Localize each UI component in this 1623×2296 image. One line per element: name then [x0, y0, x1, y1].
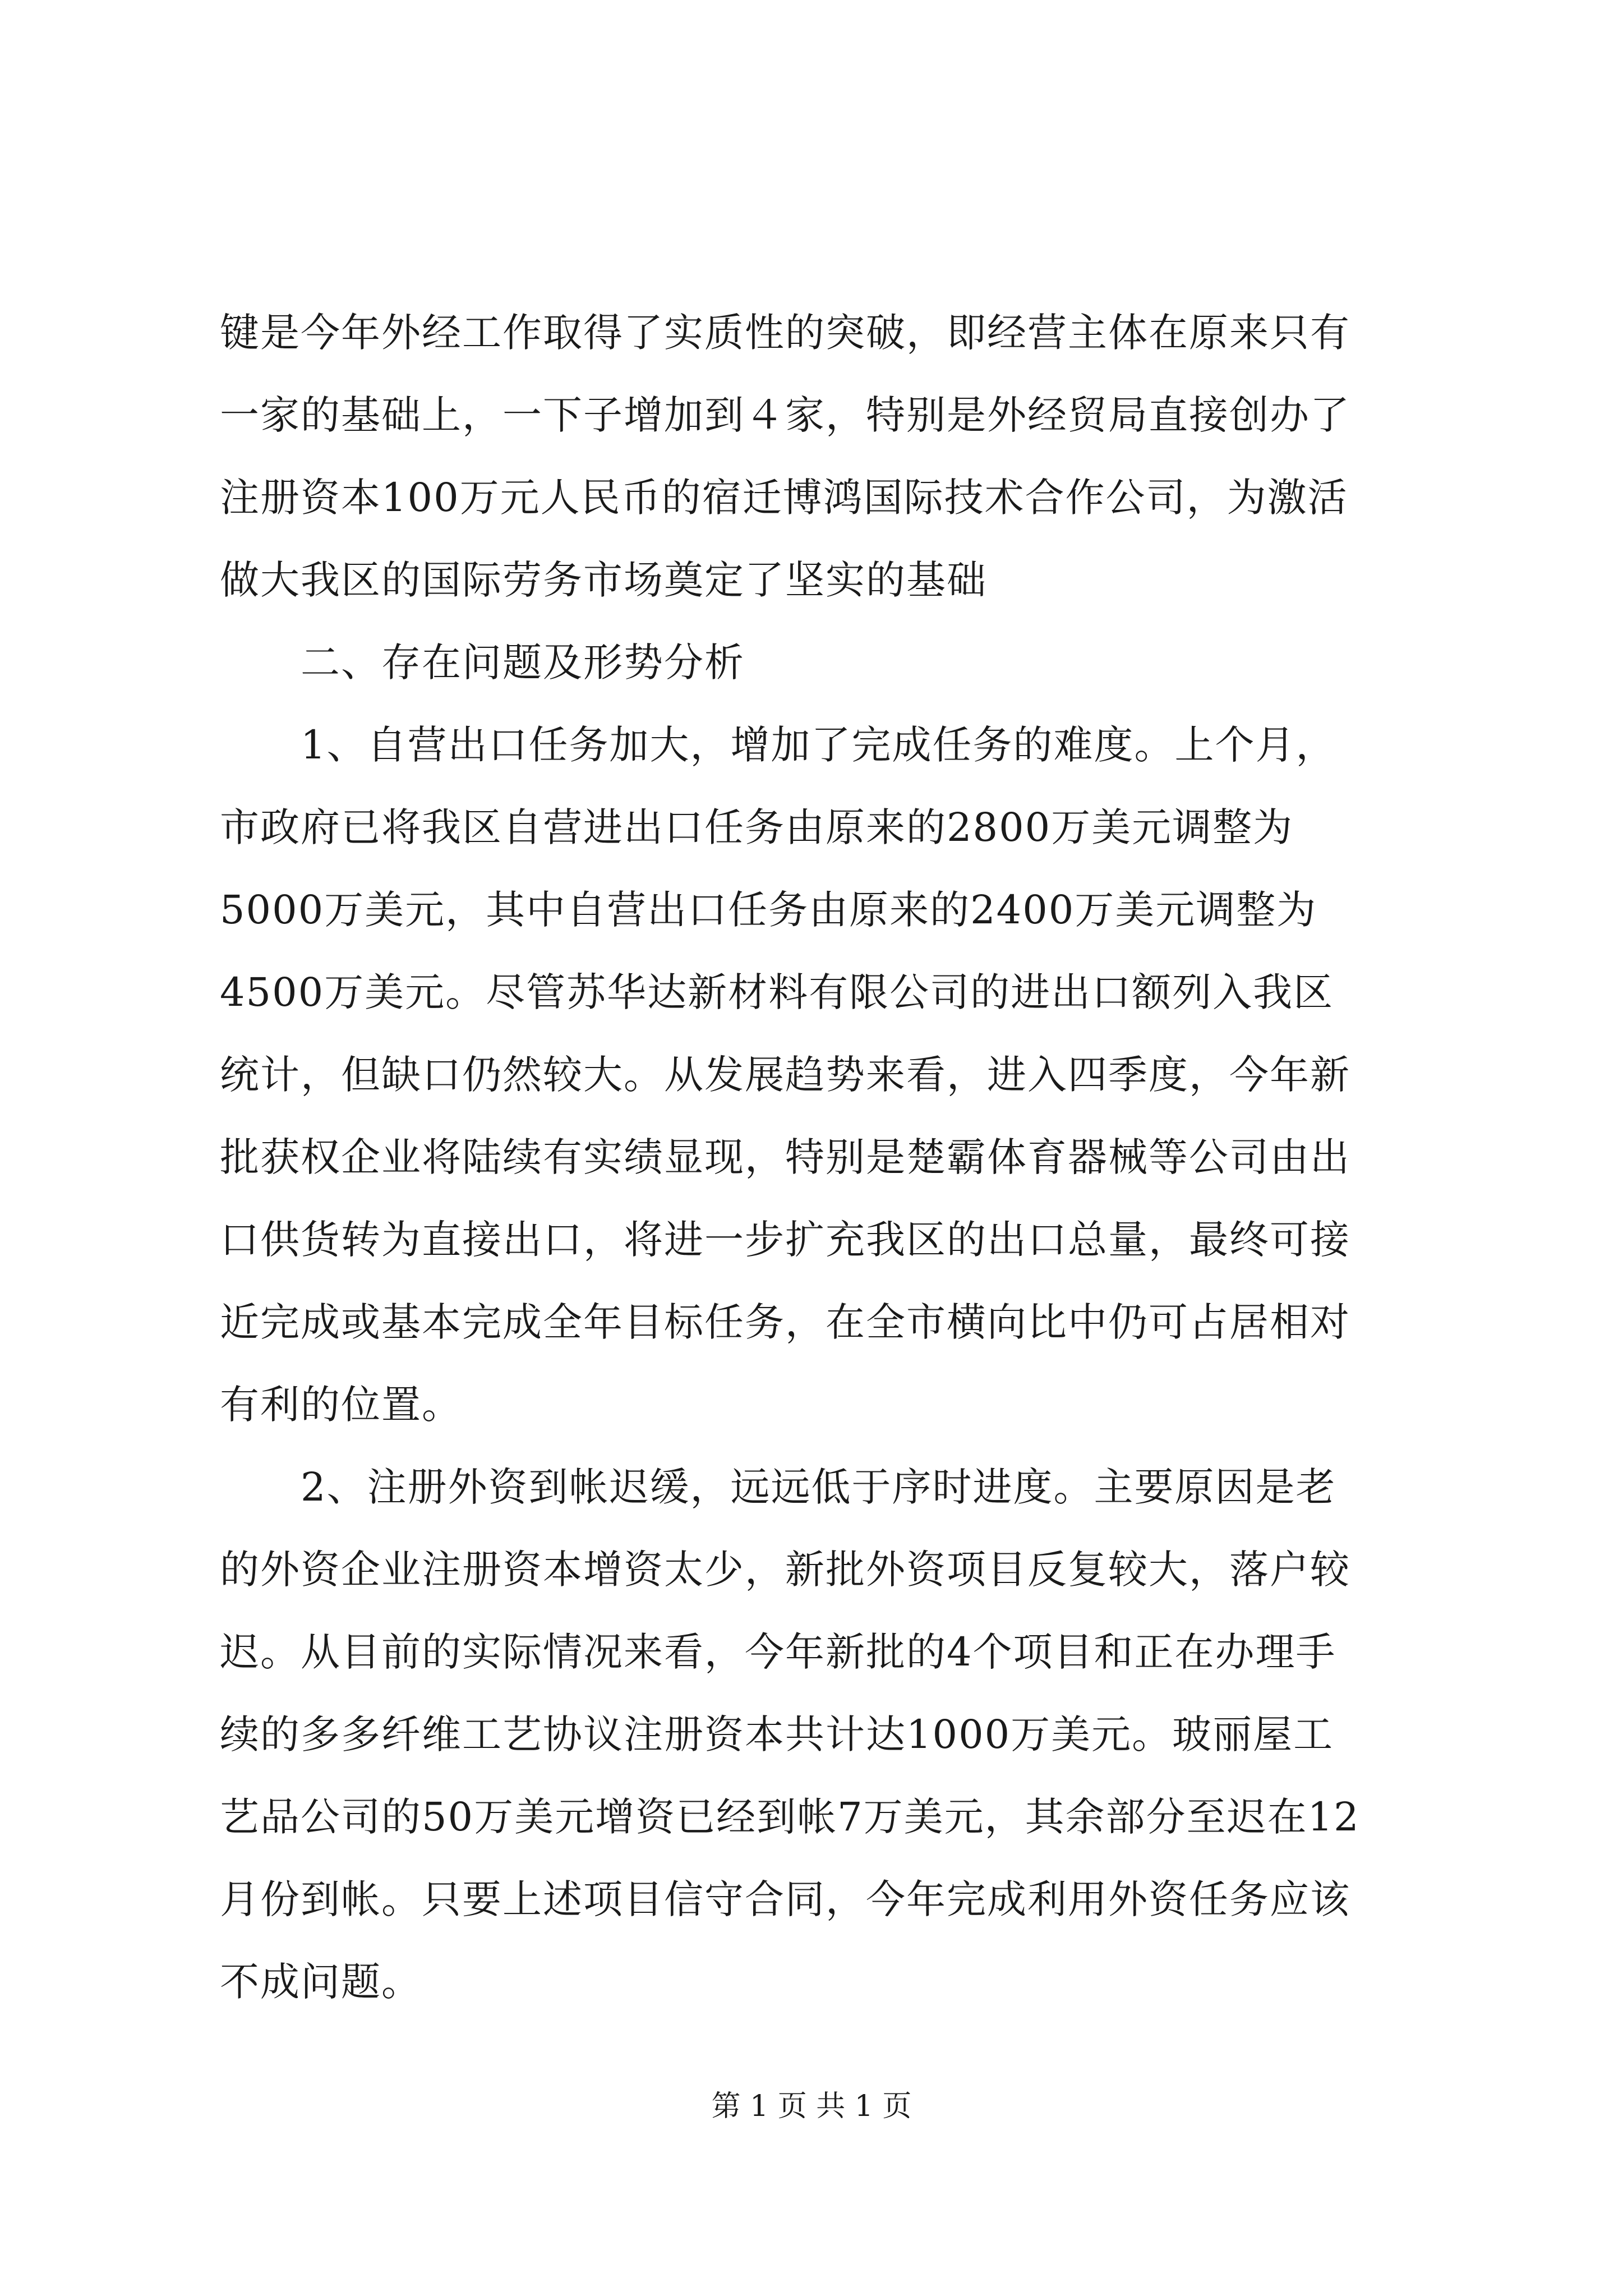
text-line-4: 做大我区的国际劳务市场奠定了坚实的基础 [220, 557, 987, 603]
document-body [220, 292, 1437, 2023]
text-line-20: 月份到帐。只要上述项目信守合同，今年完成利用外资任务应该 [220, 1876, 1350, 1922]
text-line-6: 1、自营出口任务加大，增加了完成任务的难度。上个月， [220, 722, 1336, 768]
text-line-15: 2、注册外资到帐迟缓，远远低于序时进度。主要原因是老 [220, 1464, 1336, 1510]
text-line-11: 批获权企业将陆续有实绩显现，特别是楚霸体育器械等公司由出 [220, 1134, 1350, 1180]
text-line-9: 4500万美元。尽管苏华达新材料有限公司的进出口额列入我区 [220, 969, 1334, 1015]
text-line-16: 的外资企业注册资本增资太少，新批外资项目反复较大，落户较 [220, 1547, 1350, 1593]
text-line-10: 统计，但缺口仍然较大。从发展趋势来看，进入四季度，今年新 [220, 1052, 1350, 1098]
text-line-14: 有利的位置。 [220, 1382, 462, 1428]
text-line-12: 口供货转为直接出口，将进一步扩充我区的出口总量，最终可接 [220, 1217, 1350, 1263]
text-line-8: 5000万美元，其中自营出口任务由原来的2400万美元调整为 [220, 887, 1317, 933]
text-line-1: 键是今年外经工作取得了实质性的突破，即经营主体在原来只有 [220, 310, 1350, 356]
text-line-13: 近完成或基本完成全年目标任务，在全市横向比中仍可占居相对 [220, 1299, 1350, 1345]
text-line-7: 市政府已将我区自营进出口任务由原来的2800万美元调整为 [220, 804, 1294, 850]
text-line-3: 注册资本100万元人民币的宿迁博鸿国际技术合作公司，为激活 [220, 475, 1348, 521]
text-line-18: 续的多多纤维工艺协议注册资本共计达1000万美元。玻丽屋工 [220, 1711, 1334, 1757]
page-footer: 第 1 页 共 1 页 [711, 2090, 912, 2123]
text-line-19: 艺品公司的50万美元增资已经到帐7万美元，其余部分至迟在12 [220, 1794, 1360, 1840]
section-heading: 二、存在问题及形势分析 [220, 639, 745, 685]
text-line-17: 迟。从目前的实际情况来看，今年新批的4个项目和正在办理手 [220, 1629, 1336, 1675]
text-line-21: 不成问题。 [220, 1959, 422, 2005]
text-line-2: 一家的基础上，一下子增加到４家，特别是外经贸局直接创办了 [220, 392, 1350, 438]
